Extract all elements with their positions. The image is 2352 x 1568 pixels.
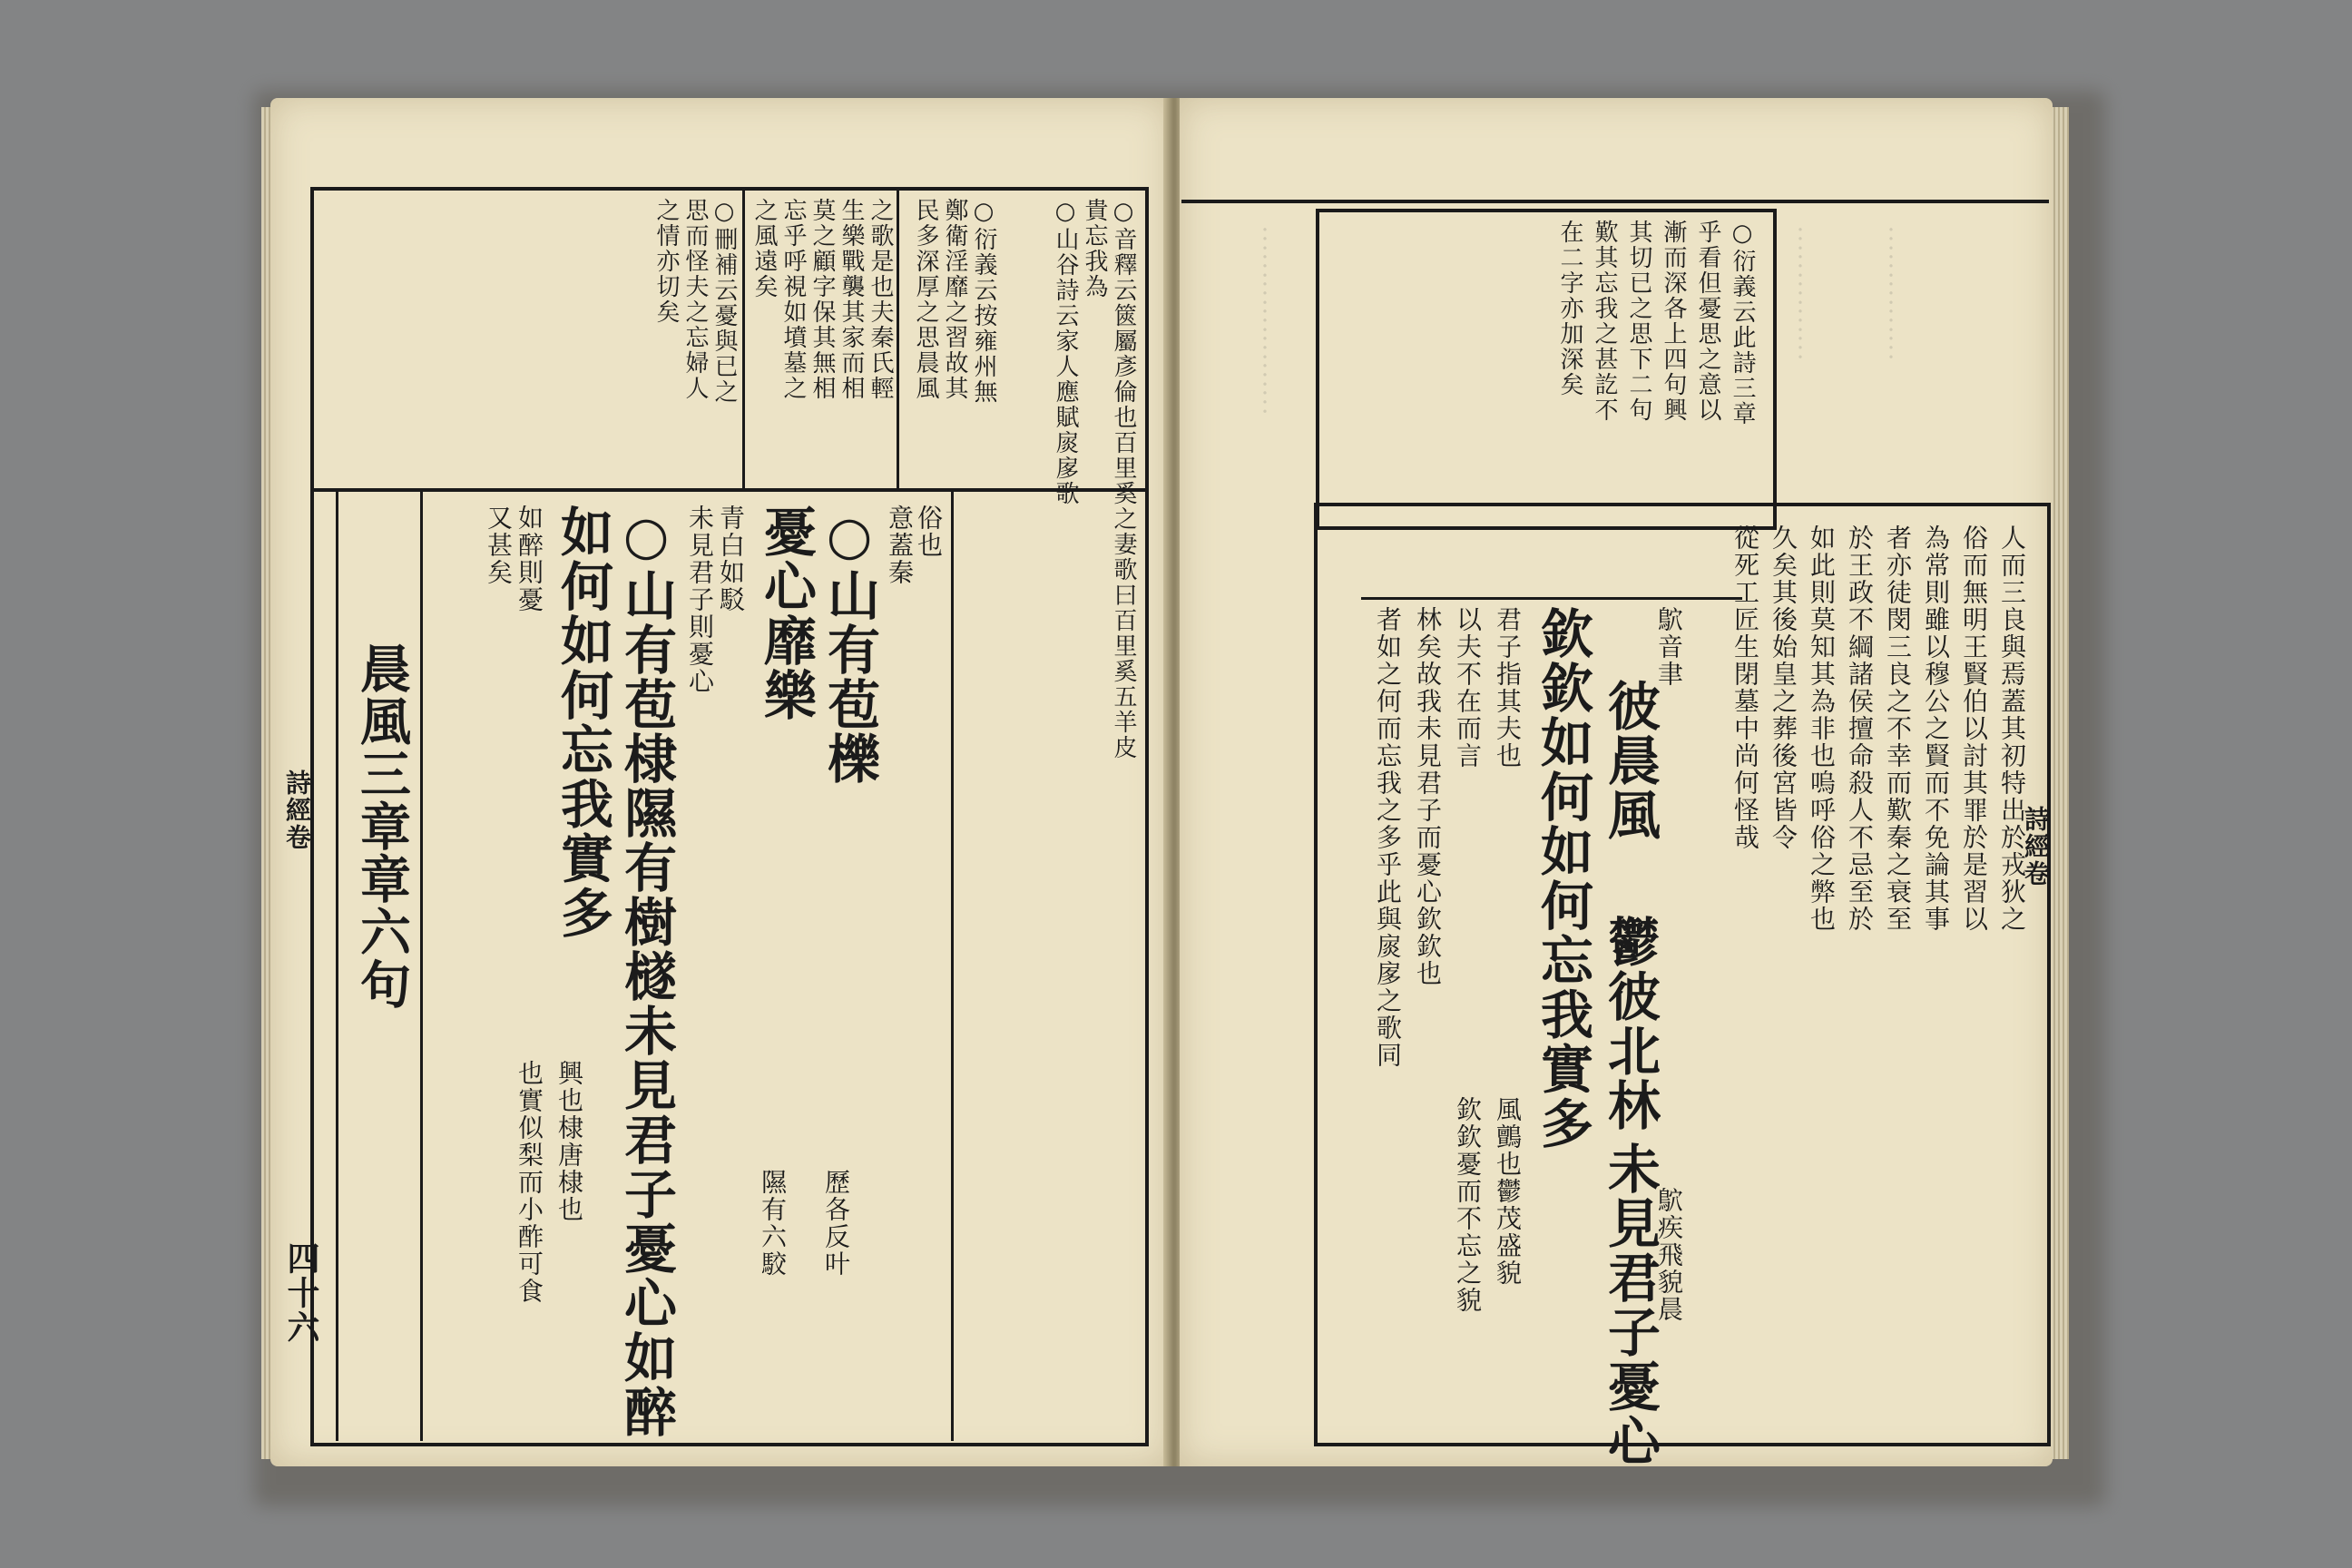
- text-column: 未見君子則憂心: [685, 505, 715, 695]
- note-column: 貴忘我為: [1081, 198, 1108, 299]
- bleed-through-text: ︙︙︙︙︙: [1781, 225, 1813, 361]
- text-column: 以夫不在而言: [1453, 606, 1483, 769]
- gloss-column: 欽欽憂而不忘之貌: [1453, 1096, 1483, 1314]
- text-column: 欽欽如何如何忘我實多: [1532, 606, 1593, 1151]
- gloss-column: 也實似梨而小酢可食: [514, 1060, 544, 1305]
- left-margin-rule: [336, 492, 338, 1441]
- right-ruling: [1361, 597, 1742, 600]
- text-column: ○山有苞棣隰有樹檖未見君子憂心如醉: [615, 505, 677, 1439]
- commentary-column: 於王政不綱諸侯擅命殺人不忌至於: [1845, 524, 1875, 933]
- text-column: 鬱彼北林: [1599, 915, 1661, 1132]
- commentary-column: 人而三良與焉蓋其初特出於戎狄之: [1997, 524, 2027, 933]
- text-column: 者如之何而忘我之多乎此與扊扅之歌同: [1373, 606, 1403, 1069]
- text-column: 鴥音聿: [1654, 606, 1684, 688]
- text-column: 林矣故我未見君子而憂心欽欽也: [1413, 606, 1443, 987]
- text-column: 又甚矣: [484, 505, 514, 586]
- left-header-divider: [310, 488, 1145, 492]
- note-column: 生樂戰襲其家而相: [838, 198, 865, 401]
- left-title-rule: [420, 492, 423, 1441]
- note-column: 鄭衛淫靡之習故其: [941, 198, 968, 401]
- margin-label: 詩經卷: [2021, 806, 2051, 887]
- note-column: 忘乎呼視如墳墓之: [779, 198, 807, 401]
- margin-label: 詩經卷: [282, 769, 312, 851]
- text-column: 如醉則憂: [514, 505, 544, 613]
- commentary-column: 久矣其後始皇之葬後宮皆令: [1769, 524, 1798, 851]
- text-column: 未見君子憂心: [1599, 1142, 1661, 1468]
- right-page: [1180, 98, 2053, 1466]
- left-column-rule: [951, 488, 954, 1441]
- note-column: ○衍義云按雍州無: [970, 198, 997, 405]
- gloss-column: 鴥疾飛貌晨: [1654, 1187, 1684, 1323]
- gloss-column: 興也棣唐棣也: [554, 1060, 584, 1223]
- note-column: 莫之顧字保其無相: [808, 198, 836, 401]
- note-column: 之情亦切矣: [652, 198, 680, 325]
- text-column: ○山有苞櫟: [818, 505, 880, 786]
- right-top-rule: [1181, 200, 2049, 203]
- note-column: ○刪補云憂與已之: [710, 198, 738, 405]
- note-column: 漸而深各上四句興: [1660, 220, 1687, 423]
- chapter-title: 晨風三章章六句: [352, 642, 412, 1011]
- note-column: ○音釋云篋屬彥倫也百里奚之妻歌曰百里奚五羊皮: [1110, 198, 1137, 760]
- text-column: 俗也: [914, 505, 944, 559]
- note-column: 其切已之思下二句: [1625, 220, 1652, 423]
- text-column: 彼晨風: [1599, 679, 1661, 842]
- left-note-rule-2: [897, 187, 899, 488]
- gloss-column: 隰有六駮: [758, 1169, 788, 1278]
- gloss-column: 歷各反叶: [821, 1169, 851, 1278]
- text-column: 如何如何忘我實多: [552, 505, 613, 940]
- text-column: 君子指其夫也: [1493, 606, 1523, 769]
- note-column: ○山谷詩云家人應賦扊扅歌: [1052, 198, 1079, 506]
- note-column: 乎看但憂思之意以: [1694, 220, 1721, 423]
- note-column: 歎其忘我之甚訖不: [1591, 220, 1618, 423]
- folio-number: 四十六: [282, 1241, 320, 1345]
- bleed-through-text: ︙︙︙︙︙︙︙: [1246, 225, 1278, 416]
- text-column: 意蓋秦: [885, 505, 915, 586]
- note-column: 之風遠矣: [750, 198, 778, 299]
- note-column: 在二字亦加深矣: [1556, 220, 1583, 397]
- note-column: 之歌是也夫秦氏輕: [867, 198, 894, 401]
- commentary-column: 者亦徒閔三良之不幸而歎秦之衰至: [1883, 524, 1913, 933]
- text-column: 憂心靡樂: [755, 505, 817, 722]
- left-note-rule: [742, 187, 745, 488]
- left-page: [270, 98, 1169, 1466]
- commentary-column: 從死工匠生閉墓中尚何怪哉: [1730, 524, 1760, 851]
- commentary-column: 為常則雖以穆公之賢而不免論其事: [1921, 524, 1951, 933]
- note-column: ○衍義云此詩三章: [1729, 220, 1756, 426]
- note-column: 思而怪夫之忘婦人: [681, 198, 709, 401]
- commentary-column: 俗而無明王賢伯以討其罪於是習以: [1959, 524, 1989, 933]
- text-column: 青白如駁: [716, 505, 746, 613]
- commentary-column: 如此則莫知其為非也嗚呼俗之弊也: [1807, 524, 1837, 933]
- gloss-column: 風鸇也鬱茂盛貌: [1493, 1096, 1523, 1287]
- note-column: 民多深厚之思晨風: [912, 198, 939, 401]
- bleed-through-text: ︙︙︙︙︙: [1872, 225, 1904, 361]
